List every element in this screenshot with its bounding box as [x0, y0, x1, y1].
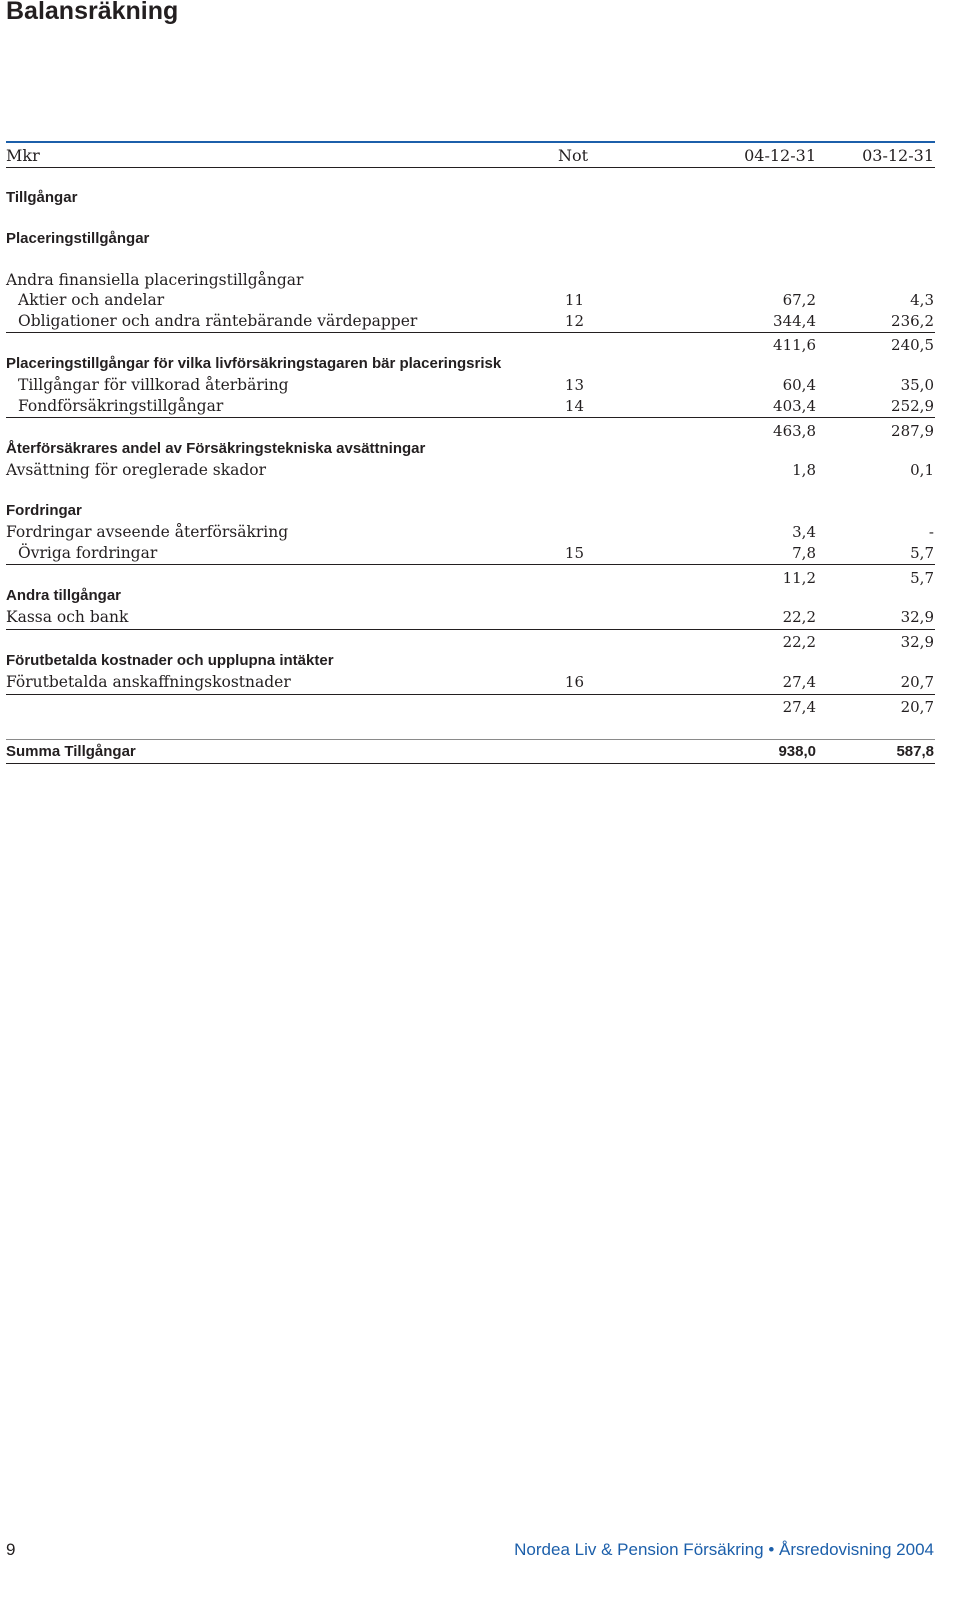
section-heading: Placeringstillgångar	[6, 230, 150, 247]
table-row: Aktier och andelar 11 67,2 4,3	[18, 291, 934, 309]
table-row: Kassa och bank 22,2 32,9	[6, 608, 934, 626]
publication-title: Nordea Liv & Pension Försäkring • Årsredovisning 2004	[514, 1540, 934, 1559]
table-row: Fordringar avseende återförsäkring 3,4 -	[6, 523, 934, 541]
section-heading: Andra tillgångar	[6, 587, 122, 604]
section-heading: Fordringar	[6, 502, 82, 519]
subtotal-row: 22,2 32,9	[782, 633, 934, 651]
subtotal-rule	[6, 332, 935, 333]
section-heading: Återförsäkrares andel av Försäkringstekniska avsättningar	[6, 440, 426, 457]
subtotal-row: 463,8 287,9	[773, 422, 934, 440]
subtotal-row: 411,6 240,5	[773, 336, 934, 354]
page-number: 9	[6, 1540, 16, 1559]
table-row: Övriga fordringar 15 7,8 5,7	[18, 544, 934, 562]
header-col-2003: 03-12-31	[862, 146, 934, 165]
header-note: Not	[557, 146, 588, 165]
table-row: Obligationer och andra räntebärande värdepapper 12 344,4 236,2	[18, 312, 934, 330]
header-rule	[6, 167, 935, 168]
subtotal-rule	[6, 417, 935, 418]
table-header	[0, 146, 960, 166]
table-row: Avsättning för oreglerade skador 1,8 0,1	[6, 461, 934, 479]
header-unit: Mkr	[6, 146, 40, 165]
section-heading: Tillgångar	[6, 189, 78, 206]
header-col-2004: 04-12-31	[744, 146, 816, 165]
subtotal-rule	[6, 694, 935, 695]
subtotal-rule	[6, 564, 935, 565]
subtotal-rule	[6, 629, 935, 630]
table-top-rule	[6, 141, 935, 143]
section-heading: Förutbetalda kostnader och upplupna intäkter	[6, 652, 334, 669]
table-row: Förutbetalda anskaffningskostnader 16 27,4 20,7	[6, 673, 934, 691]
subsection-heading: Andra finansiella placeringstillgångar	[6, 271, 304, 289]
subtotal-row: 27,4 20,7	[782, 698, 934, 716]
subtotal-row: 11,2 5,7	[782, 569, 934, 587]
total-bottom-rule	[6, 763, 935, 764]
total-row: Summa Tillgångar 938,0 587,8	[6, 743, 934, 760]
total-top-rule	[6, 739, 935, 740]
table-row: Tillgångar för villkorad återbäring 13 60,4 35,0	[18, 376, 934, 394]
page-title: Balansräkning	[6, 0, 179, 25]
section-heading: Placeringstillgångar för vilka livförsäkringstagaren bär placeringsrisk	[6, 355, 502, 372]
table-row: Fondförsäkringstillgångar 14 403,4 252,9	[18, 397, 934, 415]
